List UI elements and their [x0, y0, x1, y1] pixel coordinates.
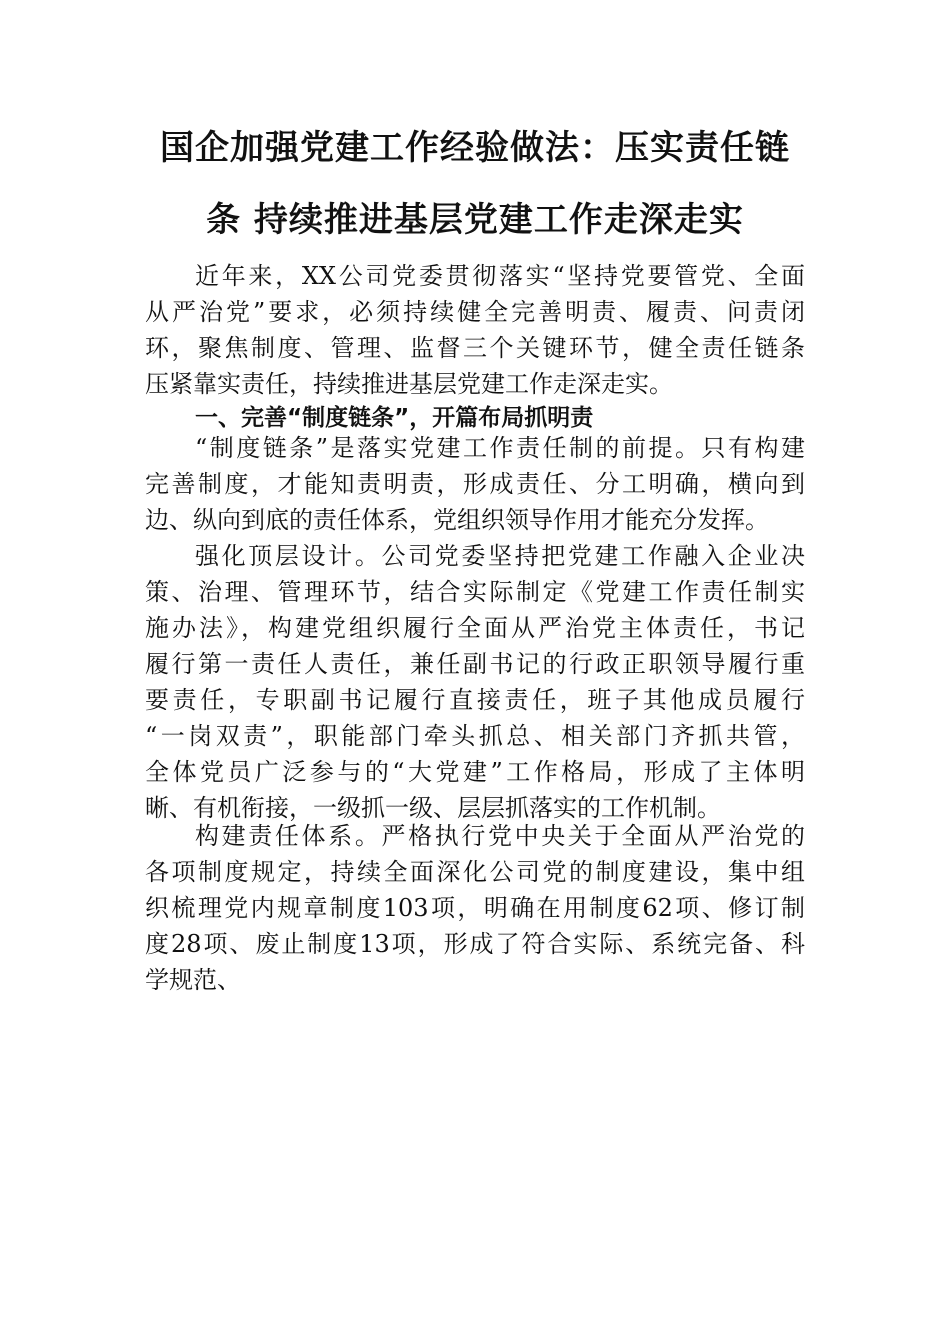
paragraph-line: “一岗双责”，职能部门牵头抓总、相关部门齐抓共管， — [145, 722, 805, 750]
paragraph-line: 履行第一责任人责任，兼任副书记的行政正职领导履行重 — [145, 650, 805, 678]
paragraph-line: 度28项、废止制度13项，形成了符合实际、系统完备、科 — [145, 930, 805, 958]
paragraph-line: 全体党员广泛参与的“大党建”工作格局，形成了主体明 — [145, 758, 805, 786]
top-level-design-paragraph — [145, 538, 805, 826]
paragraph-line: 要责任，专职副书记履行直接责任，班子其他成员履行 — [145, 686, 805, 714]
system-chain-paragraph — [145, 430, 805, 538]
intro-paragraph — [145, 258, 805, 402]
section-heading: 一、完善“制度链条”，开篇布局抓明责 — [195, 405, 594, 431]
paragraph-line: 完善制度，才能知责明责，形成责任、分工明确，横向到 — [145, 470, 805, 498]
paragraph-line: 学规范、 — [145, 966, 241, 994]
paragraph-line: 环，聚焦制度、管理、监督三个关键环节，健全责任链条 — [145, 334, 805, 362]
paragraph-line: 施办法》，构建党组织履行全面从严治党主体责任，书记 — [145, 614, 805, 642]
responsibility-system-paragraph — [145, 818, 805, 998]
document-title-line-2: 条 持续推进基层党建工作走深走实 — [206, 200, 744, 240]
paragraph-line: “制度链条”是落实党建工作责任制的前提。只有构建 — [195, 434, 805, 462]
paragraph-line: 织梳理党内规章制度103项，明确在用制度62项、修订制 — [145, 894, 805, 922]
paragraph-line: 构建责任体系。严格执行党中央关于全面从严治党的 — [195, 822, 805, 850]
paragraph-line: 强化顶层设计。公司党委坚持把党建工作融入企业决 — [195, 542, 805, 570]
paragraph-line: 策、治理、管理环节，结合实际制定《党建工作责任制实 — [145, 578, 805, 606]
document-title-line-1: 国企加强党建工作经验做法：压实责任链 — [160, 128, 790, 168]
paragraph-line: 从严治党”要求，必须持续健全完善明责、履责、问责闭 — [145, 298, 805, 326]
paragraph-line: 各项制度规定，持续全面深化公司党的制度建设，集中组 — [145, 858, 805, 886]
paragraph-line: 边、纵向到底的责任体系，党组织领导作用才能充分发挥。 — [145, 506, 769, 534]
paragraph-line: 晰、有机衔接，一级抓一级、层层抓落实的工作机制。 — [145, 794, 721, 822]
paragraph-line: 压紧靠实责任，持续推进基层党建工作走深走实。 — [145, 370, 673, 398]
paragraph-line: 近年来，XX公司党委贯彻落实“坚持党要管党、全面 — [195, 262, 805, 290]
